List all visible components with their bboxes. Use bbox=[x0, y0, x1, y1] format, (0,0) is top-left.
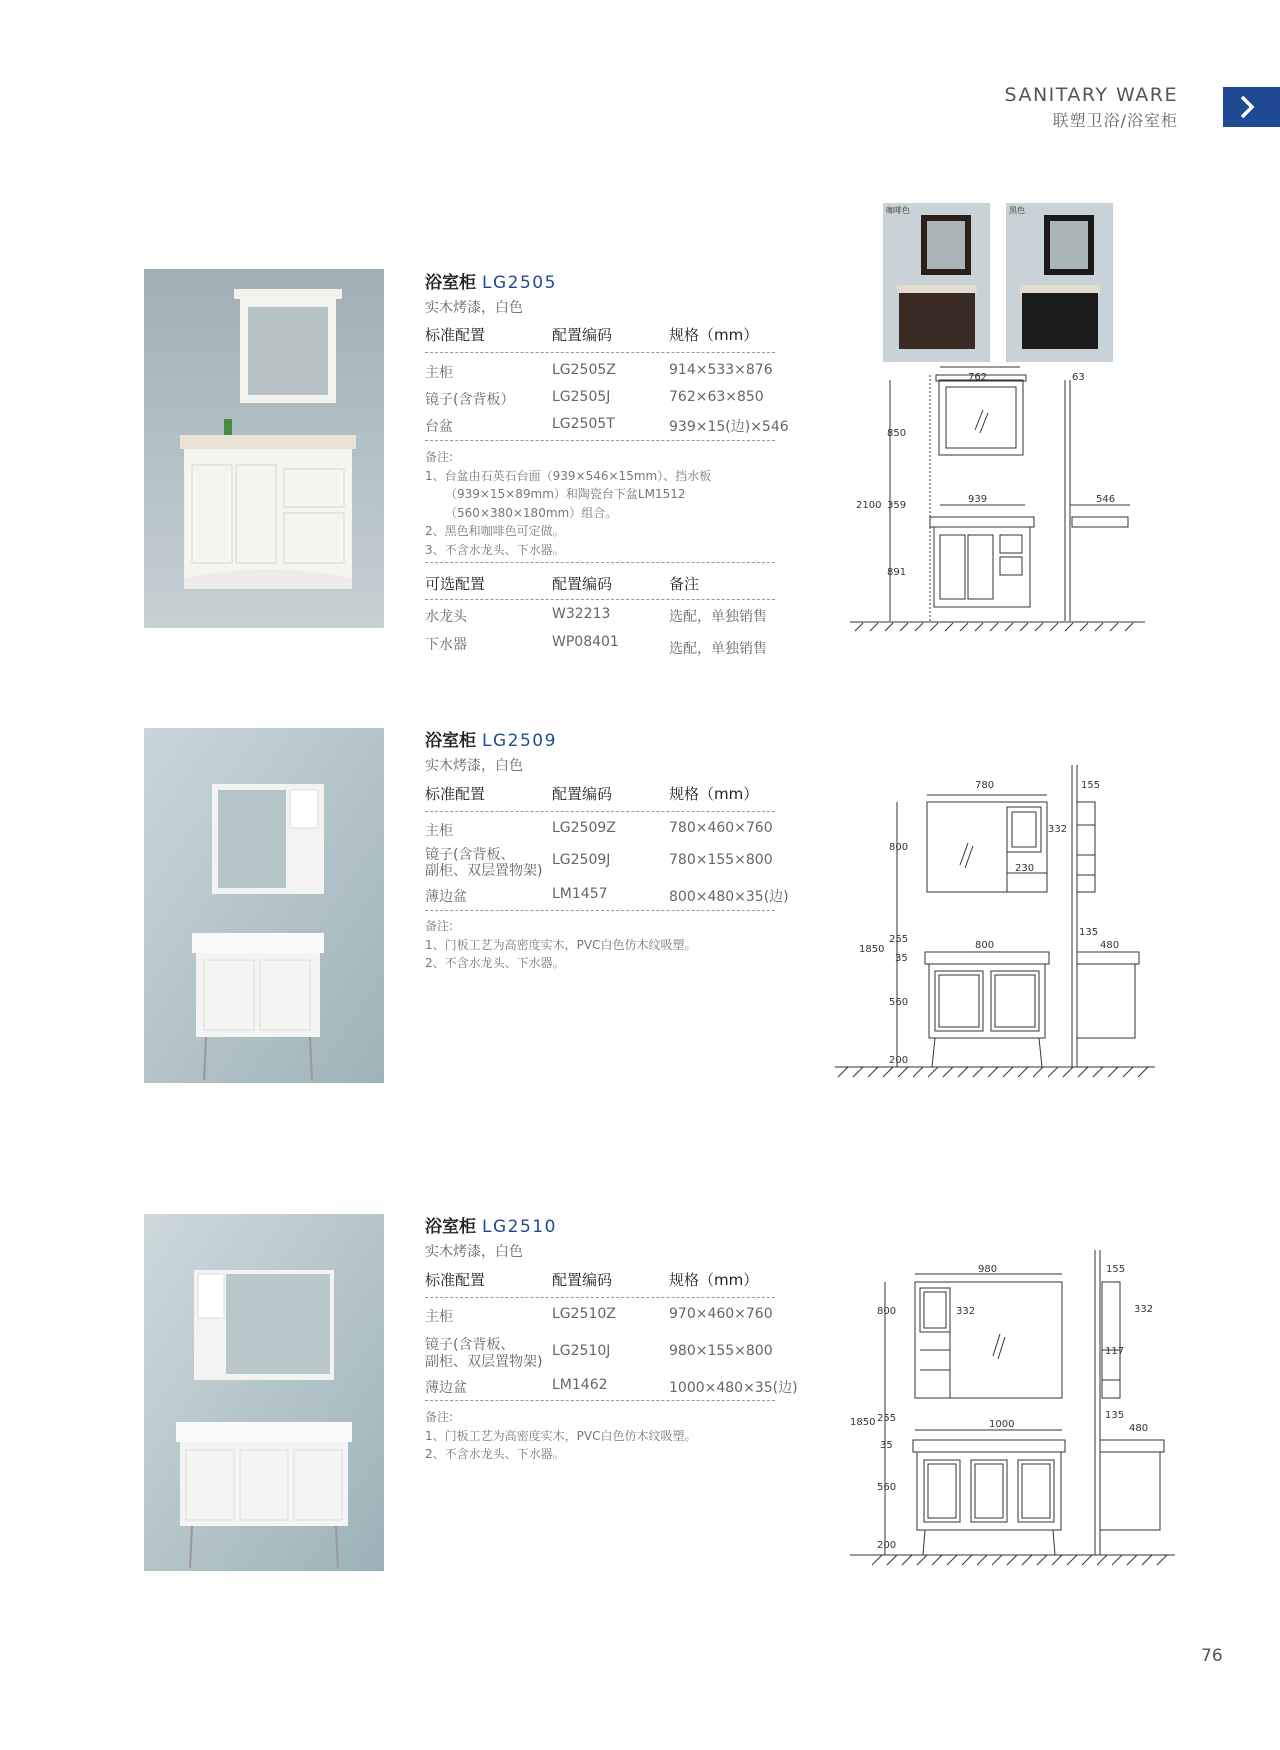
product-subtitle: 实木烤漆，白色 bbox=[425, 300, 523, 316]
dim-label: 332 bbox=[956, 1306, 976, 1317]
dim-label: 35 bbox=[895, 953, 908, 964]
product-title: 浴室柜 LG2510 bbox=[425, 1217, 557, 1237]
dim-label: 546 bbox=[1096, 494, 1116, 505]
swatch-coffee: 咖啡色 bbox=[883, 203, 990, 362]
table-row: 镜子(含背板、 副柜、双层置物架) LG2510J 980×155×800 bbox=[425, 1337, 773, 1370]
product-title: 浴室柜 LG2509 bbox=[425, 731, 557, 751]
dim-label: 155 bbox=[1081, 780, 1101, 791]
header-title-en: SANITARY WARE bbox=[1004, 84, 1178, 106]
dim-label: 780 bbox=[975, 780, 995, 791]
dim-label: 980 bbox=[978, 1264, 998, 1275]
product-subtitle: 实木烤漆，白色 bbox=[425, 1244, 523, 1260]
dim-label: 255 bbox=[889, 934, 909, 945]
divider bbox=[425, 599, 775, 600]
dim-label: 560 bbox=[877, 1482, 897, 1493]
dim-label: 200 bbox=[889, 1055, 909, 1066]
notes: 备注: 1、台盆由石英石台面（939×546×15mm）、挡水板 （939×15×89mm）和陶瓷台下盆LM1512 （560×380×180mm）组合。 2、黑色和咖啡色可定做。 3、不含水龙头、下水器。 bbox=[425, 450, 712, 557]
dim-label: 2100 bbox=[856, 500, 882, 511]
dim-label: 480 bbox=[1100, 940, 1120, 951]
dim-label: 1000 bbox=[989, 1419, 1015, 1430]
dim-label: 135 bbox=[1105, 1410, 1125, 1421]
dim-label: 939 bbox=[968, 494, 988, 505]
dim-label: 1850 bbox=[859, 944, 885, 955]
chevron-right-icon bbox=[1236, 95, 1260, 119]
dim-label: 762 bbox=[968, 372, 988, 383]
divider bbox=[425, 910, 775, 911]
dimension-drawing-lg2509 bbox=[835, 765, 1155, 1085]
table-row: 镜子(含背板、 副柜、双层置物架) LG2509J 780×155×800 bbox=[425, 847, 773, 879]
next-page-button[interactable] bbox=[1223, 87, 1280, 127]
dim-label: 35 bbox=[880, 1440, 893, 1451]
divider bbox=[425, 1297, 775, 1298]
dimension-drawing-lg2505 bbox=[850, 365, 1150, 635]
dim-label: 850 bbox=[887, 428, 907, 439]
product-title: 浴室柜 LG2505 bbox=[425, 273, 557, 293]
divider bbox=[425, 811, 775, 812]
dim-label: 230 bbox=[1015, 863, 1035, 874]
dim-label: 359 bbox=[887, 500, 907, 511]
divider bbox=[425, 562, 775, 563]
product-photo-lg2505 bbox=[144, 269, 384, 628]
dim-label: 332 bbox=[1134, 1304, 1154, 1315]
divider bbox=[425, 1400, 775, 1401]
divider bbox=[425, 440, 775, 441]
dim-label: 200 bbox=[877, 1540, 897, 1551]
notes: 备注: 1、门板工艺为高密度实木，PVC白色仿木纹吸塑。 2、不含水龙头、下水器。 bbox=[425, 919, 697, 970]
dim-label: 117 bbox=[1105, 1346, 1125, 1357]
dim-label: 560 bbox=[889, 997, 909, 1008]
dim-label: 332 bbox=[1048, 824, 1068, 835]
dimension-drawing-lg2510 bbox=[850, 1250, 1180, 1580]
dim-label: 63 bbox=[1072, 372, 1085, 383]
dim-label: 480 bbox=[1129, 1423, 1149, 1434]
product-photo-lg2510 bbox=[144, 1214, 384, 1571]
dim-label: 800 bbox=[975, 940, 995, 951]
swatch-black: 黑色 bbox=[1006, 203, 1113, 362]
product-photo-lg2509 bbox=[144, 728, 384, 1083]
dim-label: 1850 bbox=[850, 1417, 876, 1428]
dim-label: 135 bbox=[1079, 927, 1099, 938]
product-subtitle: 实木烤漆，白色 bbox=[425, 758, 523, 774]
dim-label: 255 bbox=[877, 1413, 897, 1424]
dim-label: 155 bbox=[1106, 1264, 1126, 1275]
dim-label: 800 bbox=[877, 1306, 897, 1317]
dim-label: 891 bbox=[887, 567, 907, 578]
divider bbox=[425, 352, 775, 353]
notes: 备注: 1、门板工艺为高密度实木，PVC白色仿木纹吸塑。 2、不含水龙头、下水器。 bbox=[425, 1410, 697, 1461]
dim-label: 800 bbox=[889, 842, 909, 853]
header-title-cn: 联塑卫浴/浴室柜 bbox=[1052, 111, 1178, 130]
page-number: 76 bbox=[1201, 1646, 1223, 1666]
